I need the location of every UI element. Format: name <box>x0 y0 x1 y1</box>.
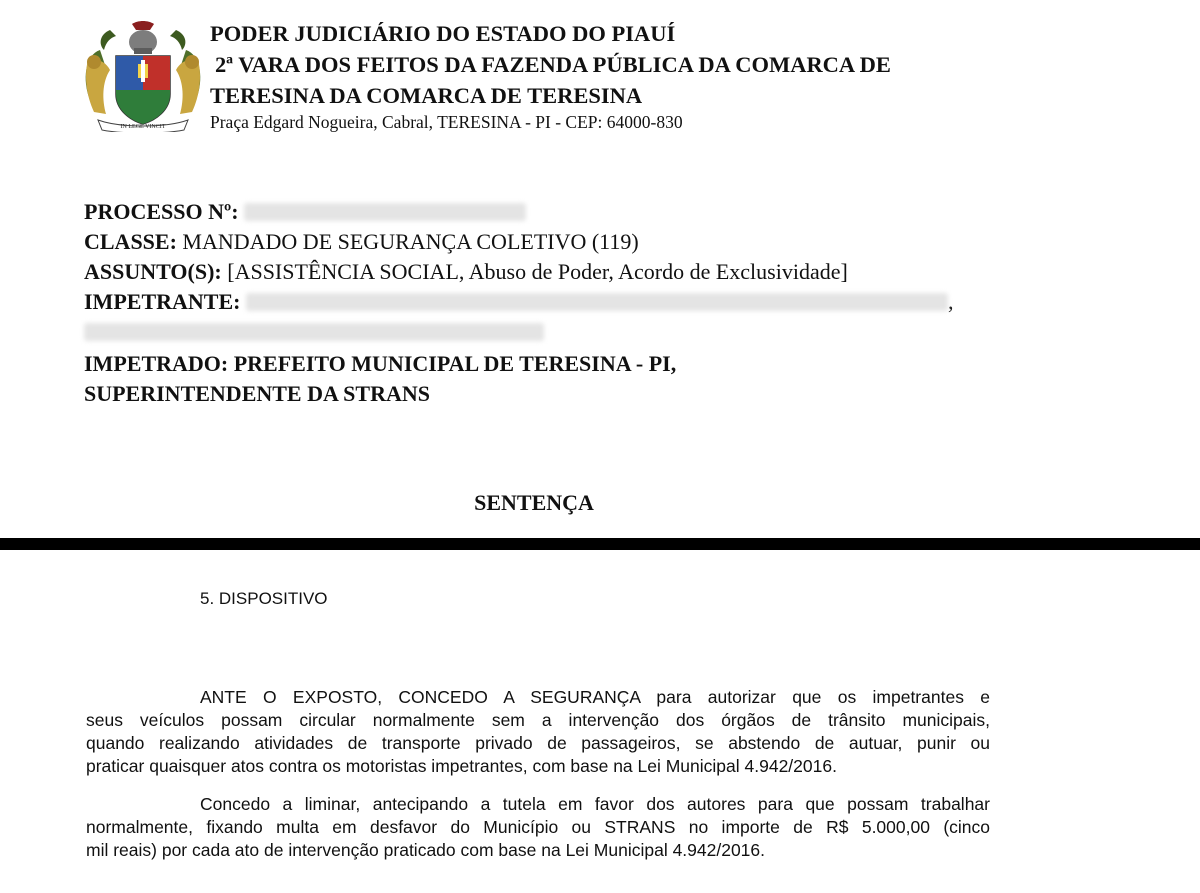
paragraph-line: normalmente, fixando multa em desfavor do Município ou STRANS no importe de R$ 5.000,00 (cinco <box>86 817 990 837</box>
crest-motto: IN LEGE VINCIT <box>120 124 166 130</box>
impetrante-suffix: , <box>947 289 954 314</box>
court-division: 2ª VARA DOS FEITOS DA FAZENDA PÚBLICA DA COMARCA DE <box>215 52 891 77</box>
field-impetrante <box>84 288 953 316</box>
paragraph-line: mil reais) por cada ato de intervenção praticado com base na Lei Municipal 4.942/2016. <box>86 840 766 860</box>
impetrante-label: IMPETRANTE: <box>84 289 241 314</box>
assunto-value: [ASSISTÊNCIA SOCIAL, Abuso de Poder, Acordo de Exclusividade] <box>227 259 848 284</box>
paragraph-line: Concedo a liminar, antecipando a tutela em favor dos autores para que possam trabalhar <box>200 794 990 814</box>
field-impetrante-continued <box>84 318 544 346</box>
classe-value: MANDADO DE SEGURANÇA COLETIVO (119) <box>182 229 639 254</box>
section-heading: 5. DISPOSITIVO <box>200 589 328 608</box>
paragraph-concedo-seguranca <box>86 686 990 778</box>
court-district: TERESINA DA COMARCA DE TERESINA <box>210 83 643 108</box>
court-name: PODER JUDICIÁRIO DO ESTADO DO PIAUÍ <box>210 21 676 46</box>
impetrado-line-2: SUPERINTENDENTE DA STRANS <box>84 381 430 406</box>
processo-label: PROCESSO Nº: <box>84 199 239 224</box>
redacted-impetrante-detail <box>84 323 544 341</box>
redacted-impetrante-name <box>246 293 948 311</box>
paragraph-line: ANTE O EXPOSTO, CONCEDO A SEGURANÇA para autorizar que os impetrantes e <box>200 687 990 707</box>
impetrado-line-1: IMPETRADO: PREFEITO MUNICIPAL DE TERESINA - PI, <box>84 351 677 376</box>
paragraph-line: seus veículos possam circular normalmente sem a intervenção dos órgãos de trânsito municipais, <box>86 710 990 730</box>
coat-of-arms-icon <box>80 20 206 132</box>
classe-label: CLASSE: <box>84 229 177 254</box>
assunto-label: ASSUNTO(S): <box>84 259 222 284</box>
field-processo <box>84 198 526 226</box>
field-classe <box>84 228 639 256</box>
paragraph-line: quando realizando atividades de transporte privado de passageiros, se abstendo de autuar, punir ou <box>86 733 990 753</box>
paragraph-line: praticar quaisquer atos contra os motoristas impetrantes, com base na Lei Municipal 4.942/2016. <box>86 756 837 776</box>
paragraph-concedo-liminar <box>86 793 990 862</box>
section-divider <box>0 538 1200 550</box>
document-title: SENTENÇA <box>474 490 594 515</box>
field-assunto <box>84 258 848 286</box>
redacted-process-number <box>244 203 526 221</box>
court-address: Praça Edgard Nogueira, Cabral, TERESINA - PI - CEP: 64000-830 <box>210 112 683 132</box>
